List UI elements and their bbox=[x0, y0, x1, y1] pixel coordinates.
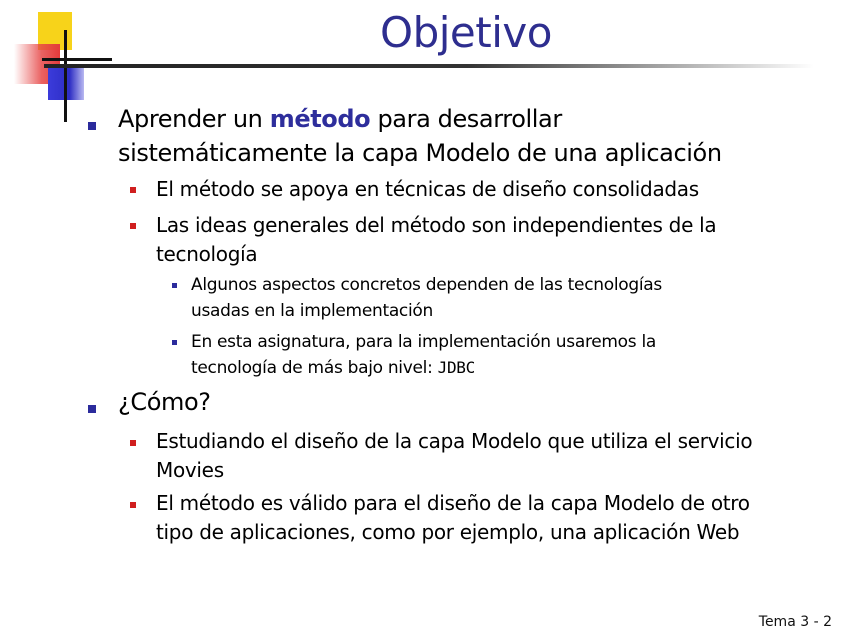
text-line: Estudiando el diseño de la capa Modelo que utiliza el servicio bbox=[156, 429, 753, 453]
bullet-aprender-line2: sistemáticamente la capa Modelo de una aplicación bbox=[118, 139, 722, 167]
text-line: tecnología bbox=[156, 242, 258, 266]
title-underline bbox=[44, 64, 814, 71]
level1-bullet bbox=[88, 405, 96, 413]
text-line: usadas en la implementación bbox=[191, 301, 433, 321]
text-line: En esta asignatura, para la implementación usaremos la bbox=[191, 332, 656, 352]
level2-bullet bbox=[130, 187, 136, 193]
bullet-metodo-apoya: El método se apoya en técnicas de diseño consolidadas bbox=[156, 177, 699, 201]
bullet-estudiando bbox=[156, 427, 752, 485]
slide-title: Objetivo bbox=[380, 8, 552, 57]
text-segment: para desarrollar bbox=[370, 105, 562, 133]
text-line: Algunos aspectos concretos dependen de las tecnologías bbox=[191, 275, 662, 295]
level2-bullet bbox=[130, 223, 136, 229]
slide-footer-page-number: Tema 3 - 2 bbox=[758, 614, 832, 630]
level3-bullet bbox=[172, 283, 177, 288]
bullet-ideas-generales bbox=[156, 211, 716, 269]
bullet-aprender bbox=[118, 102, 722, 170]
bullet-como: ¿Cómo? bbox=[118, 388, 211, 416]
level1-bullet bbox=[88, 122, 96, 130]
bullet-aspectos-concretos bbox=[191, 272, 662, 324]
bullet-metodo-valido bbox=[156, 489, 750, 547]
code-jdbc: JDBC bbox=[437, 358, 475, 377]
text-line: El método es válido para el diseño de la capa Modelo de otro bbox=[156, 491, 750, 515]
text-line: Movies bbox=[156, 458, 224, 482]
highlight-metodo: método bbox=[269, 105, 371, 133]
level3-bullet bbox=[172, 340, 177, 345]
text-segment: Aprender un bbox=[118, 105, 270, 133]
text-line: Las ideas generales del método son independientes de la bbox=[156, 213, 717, 237]
text-line: tipo de aplicaciones, como por ejemplo, una aplicación Web bbox=[156, 520, 740, 544]
text-segment: tecnología de más bajo nivel: bbox=[191, 358, 438, 378]
level2-bullet bbox=[130, 502, 136, 508]
logo-horizontal-line bbox=[42, 58, 112, 61]
bullet-asignatura bbox=[191, 329, 656, 381]
level2-bullet bbox=[130, 440, 136, 446]
